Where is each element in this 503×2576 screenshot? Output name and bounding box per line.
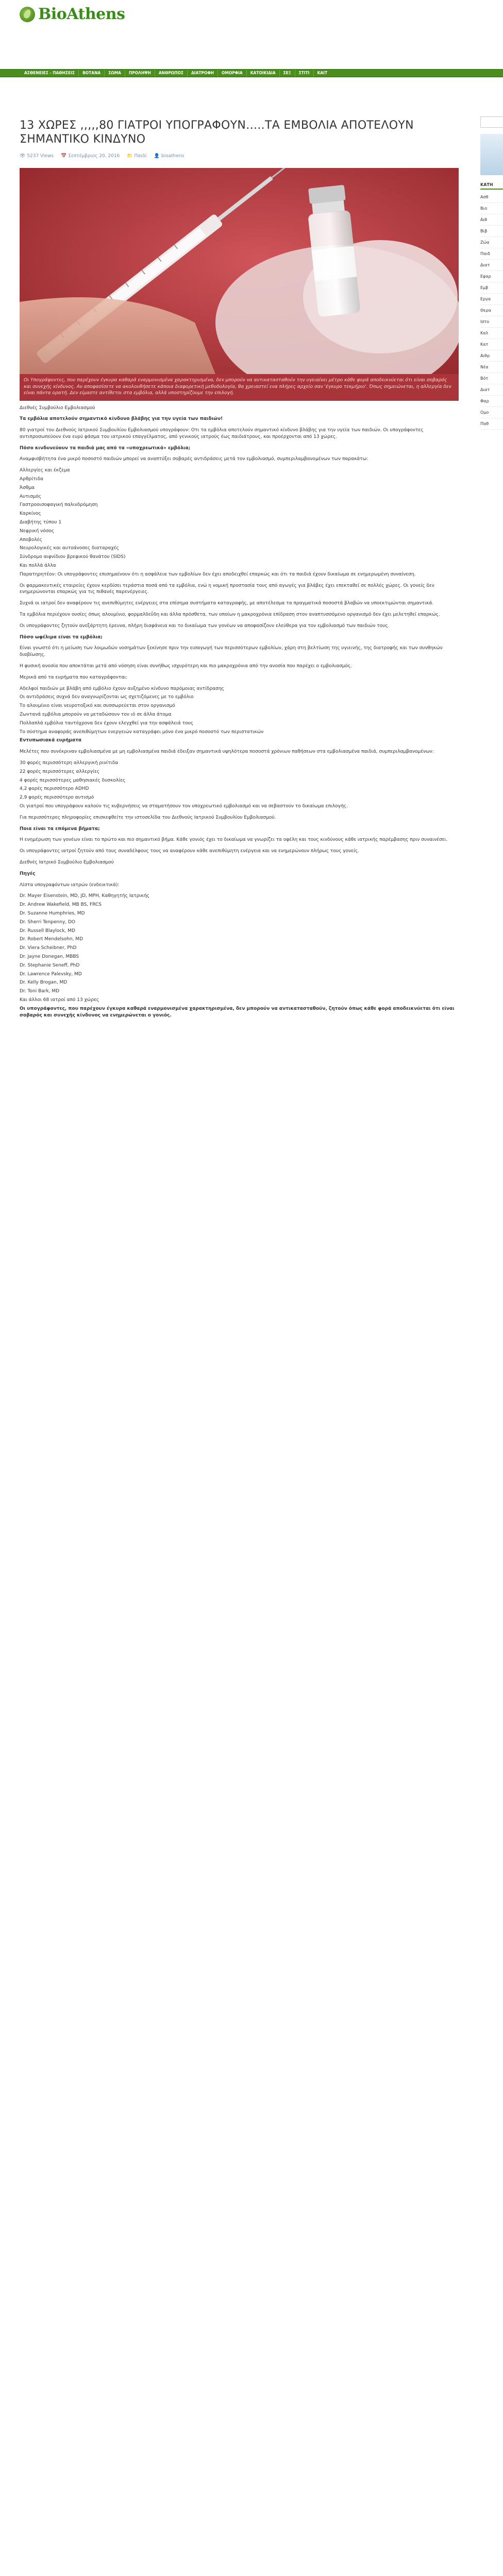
- hero-caption: Οι Υπογράφοντες, που παρέχουν έγκυρα καθαρά εναρμονισμένα χαρακτηρισμένα, δεν μπορούν να αντικατασταθούν την υγειαίνει μέτρο κάθε φορά αποδεικνύεται ότι είναι σοβαρός και συνεχής κίνδυνος. Αν αποφασίσετε να ακολουθήσετε κάποια διαφορετική μεθοδολογία, θα χρειαστεί ενα πλήρες αρχείο σαν 'έγκυρο τεκμήριο'. Όπως σημειώνεται, η αλλεργία δεν είναι πάντα ορατή. Δεν είμαστε αντίθετοι στα εμβόλια, αλλά υποστηρίζουμε την επιλογή.: [20, 374, 459, 401]
- nav-item[interactable]: ΣΩΜΑ: [105, 70, 125, 77]
- sidebar-item[interactable]: Ομο: [480, 407, 503, 418]
- list-item: Dr. Sherri Tenpenny, DO: [20, 919, 76, 925]
- sidebar-item[interactable]: Θερα: [480, 305, 503, 316]
- list-item: Dr. Robert Mendelsohn, MD: [20, 937, 83, 942]
- sidebar-item[interactable]: Καλ: [480, 328, 503, 339]
- category-link[interactable]: 📁 Παιδί: [127, 154, 147, 159]
- list-item: Το αλουμίνιο είναι νευροτοξικό και συσσωρεύεται στον οργανισμό: [20, 703, 175, 709]
- category-value[interactable]: Παιδί: [134, 154, 147, 159]
- list-item: 4,2 φορές περισσότερο ADHD: [20, 786, 89, 792]
- sidebar-item[interactable]: Εργα: [480, 294, 503, 305]
- list-item: Dr. Toni Bark, MD: [20, 989, 60, 994]
- paragraph: Αναμφισβήτητα ένα μικρό ποσοστό παιδιών μπορεί να αναπτύξει σοβαρές αντιδράσεις μετά τον εμβολιασμό, συμπεριλαμβανομένων των παρακάτω:: [20, 456, 368, 462]
- author-link[interactable]: 👤 bioathens: [154, 154, 185, 159]
- sidebar-item[interactable]: Ασθ: [480, 192, 503, 203]
- section-heading: Πόσο κινδυνεύουν τα παιδιά μας από τα «υποχρεωτικά» εμβόλια;: [20, 445, 191, 451]
- nav-item[interactable]: ΑΣΘΕΝΕΙΕΣ - ΠΑΘΗΣΕΙΣ: [21, 70, 79, 77]
- list-item: Νεφρική νόσος: [20, 528, 55, 534]
- article-subheading: Τα εμβόλια αποτελούν σημαντικό κίνδυνο βλάβης για την υγεία των παιδιών!: [20, 416, 223, 422]
- list-item: Το σύστημα αναφοράς ανεπιθύμητων ενεργειών καταγράφει μόνο ένα μικρό ποσοστό των περιστατικών: [20, 729, 264, 735]
- paragraph: Η ενημέρωση των γονέων είναι το πρώτο και πιο σημαντικό βήμα. Κάθε γονιός έχει το δικαίωμα να γνωρίζει τα οφέλη και τους κινδύνους κάθε ιατρικής παρέμβασης πριν συναινέσει.: [20, 837, 448, 843]
- list-item: Αλλεργίες και έκζεμα: [20, 468, 70, 473]
- list-item: Πολλαπλά εμβόλια ταυτόχρονα δεν έχουν ελεγχθεί για την ασφάλειά τους: [20, 720, 194, 726]
- site-logo[interactable]: [20, 5, 125, 23]
- nav-item[interactable]: ΚΑΤΟΙΚΙΔΙΑ: [247, 70, 280, 77]
- site-header: [0, 0, 503, 69]
- list-item: Και άλλοι 68 ιατροί από 13 χώρες: [20, 997, 99, 1003]
- leaf-icon: [20, 7, 35, 22]
- sidebar-item[interactable]: Εφαρ: [480, 271, 503, 282]
- list-item: Dr. Kelly Brogan, MD: [20, 980, 68, 986]
- paragraph: Μελέτες που συνέκριναν εμβολιασμένα με μη εμβολιασμένα παιδιά έδειξαν σημαντικά υψηλότερα ποσοστά χρόνιων παθήσεων στα εμβολιασμένα παιδιά, συμπεριλαμβανομένων:: [20, 749, 434, 755]
- nav-item[interactable]: ΚΑΙΤ: [317, 71, 328, 75]
- sidebar-item[interactable]: Φαρ: [480, 396, 503, 407]
- sidebar-item[interactable]: Βιβ: [480, 226, 503, 237]
- nav-item[interactable]: ΟΜΟΡΦΙΑ: [218, 70, 247, 77]
- list-item: Αρθρίτιδα: [20, 477, 44, 482]
- list-item: 30 φορές περισσότερη αλλεργική ρινίτιδα: [20, 760, 119, 766]
- sidebar-item[interactable]: Ιστο: [480, 316, 503, 328]
- paragraph: Μερικά από τα ευρήματα που καταγράφονται:: [20, 674, 128, 680]
- closing-paragraph: Οι υπογράφοντες, που παρέχουν έγκυρα καθαρά εναρμονισμένα χαρακτηρισμένα, δεν μπορούν να αντικατασταθούν, ζητούν όπως κάθε φορά αποδεικνύεται ότι είναι σοβαρός και συνεχής κίνδυνος να ενημερώνεται ο γονιός.: [20, 1006, 455, 1018]
- paragraph: Οι γιατροί που υπογράφουν καλούν τις κυβερνήσεις να σταματήσουν τον υποχρεωτικό εμβολιασμό και να σεβαστούν το δικαίωμα επιλογής.: [20, 803, 348, 809]
- author-value[interactable]: bioathens: [161, 154, 185, 159]
- list-item: 4 φορές περισσότερες μαθησιακές δυσκολίες: [20, 777, 126, 783]
- sidebar-item[interactable]: Βιο: [480, 203, 503, 214]
- paragraph: Διεθνές Ιατρικό Συμβούλιο Εμβολιασμού: [20, 859, 114, 865]
- sidebar-item[interactable]: Παιδ: [480, 248, 503, 260]
- sidebar-item[interactable]: Διατ: [480, 384, 503, 396]
- main-nav: [0, 69, 503, 77]
- list-item: Γαστροοισοφαγική παλινδρόμηση: [20, 502, 98, 508]
- article-meta: [20, 154, 459, 159]
- sidebar-heading: ΚΑΤΗ: [480, 182, 503, 190]
- paragraph: Παρατηρητέον: Οι υπογράφοντες επισημαίνουν ότι η ασφάλεια των εμβολίων δεν έχει αποδειχθεί επαρκώς και ότι τα παιδιά έχουν δικαίωμα σε ενημερωμένη συναίνεση.: [20, 571, 416, 577]
- sidebar-search-input[interactable]: [480, 116, 503, 128]
- list-item: 22 φορές περισσότερες αλλεργίες: [20, 769, 100, 774]
- vaccine-syringe-illustration: [20, 168, 459, 374]
- source-link[interactable]: Διεθνές Συμβούλιο Εμβολιασμού: [20, 405, 95, 411]
- sidebar-item[interactable]: Βότ: [480, 373, 503, 384]
- paragraph: Τα εμβόλια περιέχουν ουσίες όπως αλουμίνιο, φορμαλδεΰδη και άλλα πρόσθετα, των οποίων η μακροχρόνια επίδραση στον αναπτυσσόμενο οργανισμό δεν έχει μελετηθεί επαρκώς.: [20, 612, 440, 618]
- views-count: 👁 5237 Views: [20, 154, 54, 159]
- sidebar-item[interactable]: Νέα: [480, 362, 503, 373]
- list-item: Άσθμα: [20, 485, 35, 490]
- list-item: Dr. Lawrence Palevsky, MD: [20, 971, 82, 977]
- paragraph: Οι υπογράφοντες ιατροί ζητούν από τους συναδέλφους τους να αναφέρουν κάθε ανεπιθύμητη ενέργεια και να ενημερώνουν πλήρως τους γονείς.: [20, 849, 360, 854]
- list-item: Αποβολές: [20, 537, 42, 543]
- nav-item[interactable]: ΠΡΟΛΗΨΗ: [125, 70, 155, 77]
- sidebar: [480, 110, 503, 430]
- section-heading: Πηγές: [20, 871, 36, 876]
- nav-item[interactable]: ΣΤΙΤΙ: [295, 70, 314, 77]
- article-title: 13 ΧΩΡΕΣ ,,,,,80 ΓΙΑΤΡΟΙ ΥΠΟΓΡΑΦΟΥΝ…..ΤΑ ΕΜΒΟΛΙΑ ΑΠΟΤΕΛΟΥΝ ΣΗΜΑΝΤΙΚΟ ΚΙΝΔΥΝΟ: [20, 119, 414, 146]
- paragraph: 80 γιατροί του Διεθνούς Ιατρικού Συμβουλίου Εμβολιασμού υπογράφουν: Οτι τα εμβόλια αποτελούν σημαντικό κίνδυνο βλάβης για την υγεία των παιδιών. Οι υπογράφοντες αντιπροσωπεύουν ένα ευρύ φάσμα του ιατρικού επαγγέλματος, από γενικούς ιατρούς έως παιδιάτρους, και προέρχονται από 13 χώρες.: [20, 428, 424, 439]
- logo-text: BioAthens: [38, 5, 125, 23]
- paragraph: Οι φαρμακευτικές εταιρείες έχουν κερδίσει τεράστια ποσά από τα εμβόλια, ενώ η νομική προστασία τους από αγωγές για βλάβες έχει επεκταθεί σε πολλές χώρες. Οι γονείς δεν ενημερώνονται επαρκώς για τις πιθανές παρενέργειες.: [20, 583, 434, 595]
- signatories-list: [20, 893, 459, 1003]
- date-value: Σεπτέμβριος 20, 2016: [68, 154, 120, 159]
- sidebar-item[interactable]: Εμβ: [480, 282, 503, 294]
- paragraph: Για περισσότερες πληροφορίες επισκεφθείτε την ιστοσελίδα του Διεθνούς Ιατρικού Συμβουλίου Εμβολιασμού.: [20, 815, 276, 820]
- paragraph: Είναι γνωστό ότι η μείωση των λοιμωδών νοσημάτων ξεκίνησε πριν την εισαγωγή των περισσότερων εμβολίων, χάρη στη βελτίωση της υγιεινής, της διατροφής και των συνθηκών διαβίωσης.: [20, 646, 443, 658]
- list-item: Και πολλά άλλα: [20, 563, 56, 569]
- hero-image: [20, 168, 459, 374]
- section-heading: Πόσο ωφέλιμα είναι τα εμβόλια;: [20, 634, 103, 640]
- sidebar-item[interactable]: Κατ: [480, 339, 503, 350]
- views-text: 5237 Views: [27, 154, 54, 159]
- nav-item[interactable]: ΔΙΑΤΡΟΦΗ: [188, 70, 218, 77]
- list-item: Dr. Jayne Donegan, MBBS: [20, 954, 79, 959]
- stats-list: [20, 760, 459, 801]
- list-item: Dr. Mayer Eisenstein, MD, JD, MPH, Καθηγητής Ιατρικής: [20, 893, 149, 899]
- date-text: 📅 Σεπτέμβριος 20, 2016: [61, 154, 120, 159]
- list-item: 2,9 φορές περισσότερο αυτισμό: [20, 795, 94, 801]
- paragraph: Η φυσική ανοσία που αποκτάται μετά από νόσηση είναι συνήθως ισχυρότερη και πιο μακροχρόνια από την ανοσία που παρέχει ο εμβολιασμός.: [20, 664, 353, 669]
- findings-list: [20, 686, 459, 736]
- list-item: Αδελφοί παιδιών με βλάβη από εμβόλιο έχουν αυξημένο κίνδυνο παρόμοιας αντίδρασης: [20, 686, 224, 691]
- list-item: Dr. Viera Scheibner, PhD: [20, 945, 77, 951]
- nav-item[interactable]: ΣΕΞ: [280, 70, 295, 77]
- sidebar-item[interactable]: Παθ: [480, 418, 503, 430]
- list-item: Αυτισμός: [20, 494, 42, 499]
- paragraph: Συχνά οι ιατροί δεν αναφέρουν τις ανεπιθύμητες ενέργειες στα επίσημα συστήματα καταγραφής, με αποτέλεσμα τα πραγματικά ποσοστά βλαβών να υποεκτιμώνται σημαντικά.: [20, 601, 434, 606]
- sidebar-item[interactable]: Διατ: [480, 260, 503, 271]
- nav-item[interactable]: ΒΟΤΑΝΑ: [79, 70, 105, 77]
- sidebar-item[interactable]: Αιθρ: [480, 350, 503, 362]
- sidebar-category-list: [480, 192, 503, 430]
- list-item: Καρκίνος: [20, 511, 41, 517]
- list-item: Νευρολογικές και αυτοάνοσες διαταραχές: [20, 546, 119, 551]
- conditions-list: [20, 467, 459, 569]
- paragraph: Λίστα υπογραφόντων ιατρών (ενδεικτικά):: [20, 882, 120, 888]
- list-item: Dr. Andrew Wakefield, MB BS, FRCS: [20, 902, 102, 908]
- article-body: [20, 405, 459, 1019]
- sidebar-banner[interactable]: [480, 134, 503, 175]
- list-item: Dr. Russell Blaylock, MD: [20, 928, 75, 934]
- list-item: Οι αντιδράσεις συχνά δεν αναγνωρίζονται ως σχετιζόμενες με το εμβόλιο: [20, 694, 194, 700]
- list-item: Σύνδρομο αιφνίδιου βρεφικού θανάτου (SIDS): [20, 554, 126, 560]
- list-item: Dr. Stephanie Seneff, PhD: [20, 962, 80, 968]
- paragraph: Οι υπογράφοντες ζητούν ανεξάρτητη έρευνα, πλήρη διαφάνεια και το δικαίωμα των γονέων να αποφασίζουν ελεύθερα για τον εμβολιασμό των παιδιών τους.: [20, 623, 390, 629]
- section-heading: Ποια είναι τα επόμενα βήματα;: [20, 826, 100, 832]
- nav-item[interactable]: ΑΝΘΡΩΠΟΣ: [155, 70, 188, 77]
- list-item: Διαβήτης τύπου 1: [20, 520, 62, 526]
- list-item: Ζωντανά εμβόλια μπορούν να μεταδώσουν τον ιό σε άλλα άτομα: [20, 712, 172, 717]
- article: [20, 118, 459, 1023]
- list-item: Dr. Suzanne Humphries, MD: [20, 910, 85, 916]
- section-heading: Εντυπωσιακά ευρήματα: [20, 738, 82, 743]
- sidebar-item[interactable]: Αιθ: [480, 214, 503, 226]
- sidebar-item[interactable]: Ζώα: [480, 237, 503, 248]
